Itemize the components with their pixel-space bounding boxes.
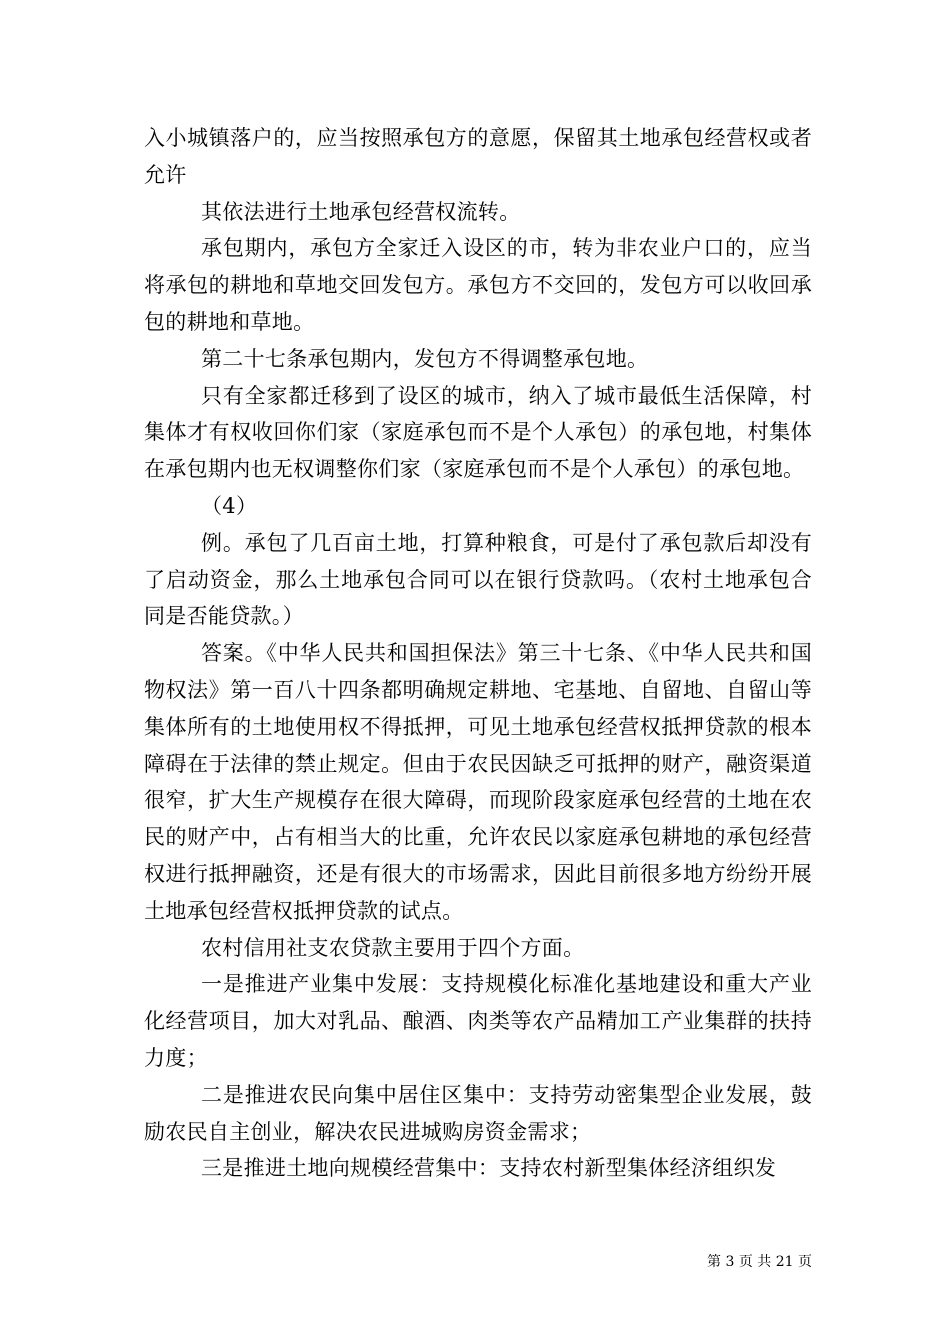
paragraph-2: 其依法进行土地承包经营权流转。 bbox=[201, 199, 521, 224]
paragraph-5: 只有全家都迁移到了设区的城市，纳入了城市最低生活保障，村集体才有权收回你们家（家庭承包而不是个人承包）的承包地，村集体在承包期内也无权调整你们家（家庭承包而不是个人承包）的承包地。 bbox=[144, 383, 812, 482]
paragraph-3: 承包期内，承包方全家迁入设区的市，转为非农业户口的，应当将承包的耕地和草地交回发包方。承包方不交回的，发包方可以收回承包的耕地和草地。 bbox=[144, 236, 812, 334]
page-number-footer: 第 3 页 共 21 页 bbox=[707, 1254, 812, 1270]
paragraph-12: 三是推进土地向规模经营集中：支持农村新型集体经济组织发 bbox=[201, 1156, 777, 1181]
paragraph-8: 答案。《中华人民共和国担保法》第三十七条、《中华人民共和国物权法》第一百八十四条都明确规定耕地、宅基地、自留地、自留山等集体所有的土地使用权不得抵押，可见土地承包经营权抵押贷款的根本障碍在于法律的禁止规定。但由于农民因缺乏可抵押的财产，融资渠道很窄，扩大生产规模存在很大障碍，而现阶段家庭承包经营的土地在农民的财产中，占有相当大的比重，允许农民以家庭承包耕地的承包经营权进行抵押融资，还是有很大的市场需求，因此目前很多地方纷纷开展土地承包经营权抵押贷款的试点。 bbox=[144, 641, 812, 923]
paragraph-10: 一是推进产业集中发展：支持规模化标准化基地建设和重大产业化经营项目，加大对乳品、酿酒、肉类等农产品精加工产业集群的扶持力度； bbox=[144, 972, 812, 1070]
paragraph-7: 例。承包了几百亩土地，打算种粮食，可是付了承包款后却没有了启动资金，那么土地承包合同可以在银行贷款吗。（农村土地承包合同是否能贷款。） bbox=[144, 530, 812, 629]
paragraph-6: （4） bbox=[201, 493, 258, 518]
paragraph-1: 入小城镇落户的，应当按照承包方的意愿，保留其土地承包经营权或者允许 bbox=[144, 126, 812, 187]
paragraph-4: 第二十七条承包期内，发包方不得调整承包地。 bbox=[201, 346, 649, 371]
paragraph-11: 二是推进农民向集中居住区集中：支持劳动密集型企业发展，鼓励农民自主创业，解决农民进城购房资金需求； bbox=[144, 1082, 812, 1144]
paragraph-9: 农村信用社支农贷款主要用于四个方面。 bbox=[201, 935, 585, 960]
document-body bbox=[144, 120, 812, 1187]
